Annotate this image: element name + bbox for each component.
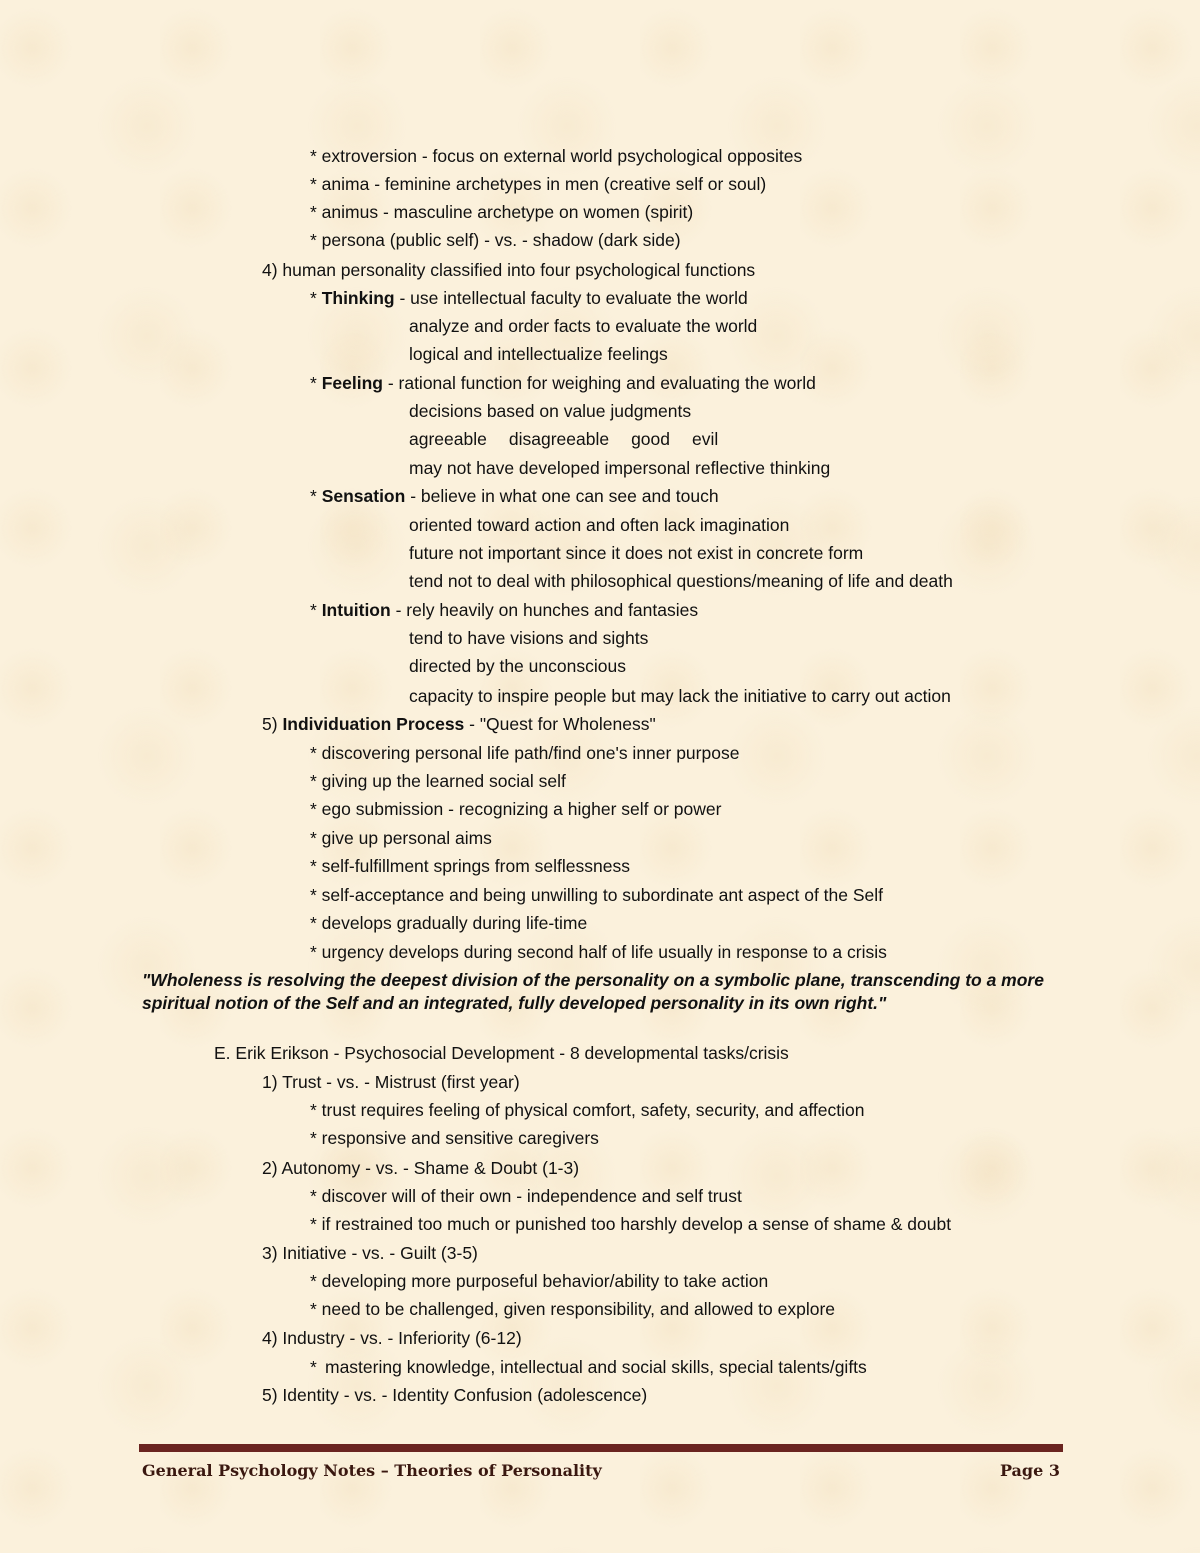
item-number: 5): [262, 714, 283, 734]
bullet-star: *: [310, 486, 322, 506]
bullet-line: * ego submission - recognizing a higher self or power: [310, 799, 722, 819]
footer-title: General Psychology Notes – Theories of Personality: [142, 1461, 602, 1480]
detail-line: future not important since it does not exist in concrete form: [409, 543, 864, 563]
bullet-line: * self-fulfillment springs from selflessness: [310, 856, 630, 876]
detail-line: analyze and order facts to evaluate the world: [409, 316, 758, 336]
bullet-thinking: [310, 287, 748, 309]
bullet-line: * discover will of their own - independence and self trust: [310, 1186, 742, 1206]
stage-trust: 1) Trust - vs. - Mistrust (first year): [262, 1072, 520, 1092]
bullet-star: *: [310, 373, 322, 393]
value-judgment-words: [409, 428, 718, 450]
bullet-intuition: [310, 599, 698, 621]
page-footer: [142, 1461, 1060, 1480]
term-individuation: Individuation Process: [282, 714, 465, 734]
term-description: - "Quest for Wholeness": [464, 714, 656, 734]
bullet-line: * responsive and sensitive caregivers: [310, 1128, 599, 1148]
item-four-functions: 4) human personality classified into four psychological functions: [262, 260, 756, 280]
bullet-animus: * animus - masculine archetype on women (spirit): [310, 202, 694, 222]
bullet-line: * self-acceptance and being unwilling to subordinate ant aspect of the Self: [310, 885, 884, 905]
section-erikson: E. Erik Erikson - Psychosocial Development - 8 developmental tasks/crisis: [214, 1043, 789, 1063]
bullet-line: * develops gradually during life-time: [310, 913, 588, 933]
word-evil: evil: [692, 429, 719, 449]
term-thinking: Thinking: [321, 288, 395, 308]
detail-line: tend not to deal with philosophical questions/meaning of life and death: [409, 571, 953, 591]
bullet-line: * developing more purposeful behavior/ability to take action: [310, 1271, 769, 1291]
item-individuation: [262, 713, 656, 735]
bullet-line: * discovering personal life path/find one's inner purpose: [310, 743, 740, 763]
detail-line: may not have developed impersonal reflective thinking: [409, 458, 831, 478]
bullet-sensation: [310, 485, 719, 507]
bullet-feeling: [310, 372, 816, 394]
detail-line: tend to have visions and sights: [409, 628, 649, 648]
bullet-line: * need to be challenged, given responsibility, and allowed to explore: [310, 1299, 836, 1319]
bullet-industry: [310, 1356, 867, 1378]
bullet-star: *: [310, 1357, 317, 1377]
bullet-line: * if restrained too much or punished too harshly develop a sense of shame & doubt: [310, 1214, 952, 1234]
bullet-line: * giving up the learned social self: [310, 771, 566, 791]
bullet-line: * urgency develops during second half of life usually in response to a crisis: [310, 942, 887, 962]
term-description: - use intellectual faculty to evaluate the world: [394, 288, 748, 308]
stage-autonomy: 2) Autonomy - vs. - Shame & Doubt (1-3): [262, 1158, 580, 1178]
detail-line: logical and intellectualize feelings: [409, 344, 668, 364]
wholeness-quote: "Wholeness is resolving the deepest division of the personality on a symbolic plane, transcending to a more spiritual notion of the Self and an integrated, fully developed personality in its own right.": [142, 970, 1044, 1013]
term-description: - rational function for weighing and evaluating the world: [382, 373, 816, 393]
detail-line: decisions based on value judgments: [409, 401, 692, 421]
bullet-persona: * persona (public self) - vs. - shadow (dark side): [310, 230, 681, 250]
bullet-line: * trust requires feeling of physical comfort, safety, security, and affection: [310, 1100, 865, 1120]
stage-identity: 5) Identity - vs. - Identity Confusion (adolescence): [262, 1385, 648, 1405]
bullet-star: *: [310, 288, 322, 308]
term-description: - believe in what one can see and touch: [405, 486, 719, 506]
detail-line: capacity to inspire people but may lack the initiative to carry out action: [409, 686, 951, 706]
bullet-text: mastering knowledge, intellectual and social skills, special talents/gifts: [325, 1357, 867, 1377]
word-good: good: [631, 429, 671, 449]
term-description: - rely heavily on hunches and fantasies: [390, 600, 699, 620]
word-disagreeable: disagreeable: [508, 429, 610, 449]
term-sensation: Sensation: [321, 486, 406, 506]
page-number: Page 3: [999, 1461, 1060, 1480]
stage-initiative: 3) Initiative - vs. - Guilt (3-5): [262, 1243, 478, 1263]
bullet-line: * give up personal aims: [310, 828, 492, 848]
word-agreeable: agreeable: [409, 429, 487, 449]
detail-line: oriented toward action and often lack imagination: [409, 515, 790, 535]
stage-industry: 4) Industry - vs. - Inferiority (6-12): [262, 1328, 522, 1348]
footer-rule: [139, 1444, 1063, 1452]
detail-line: directed by the unconscious: [409, 656, 626, 676]
bullet-extroversion: * extroversion - focus on external world psychological opposites: [310, 146, 803, 166]
bullet-star: *: [310, 600, 322, 620]
term-feeling: Feeling: [321, 373, 383, 393]
term-intuition: Intuition: [321, 600, 391, 620]
bullet-anima: * anima - feminine archetypes in men (creative self or soul): [310, 174, 767, 194]
